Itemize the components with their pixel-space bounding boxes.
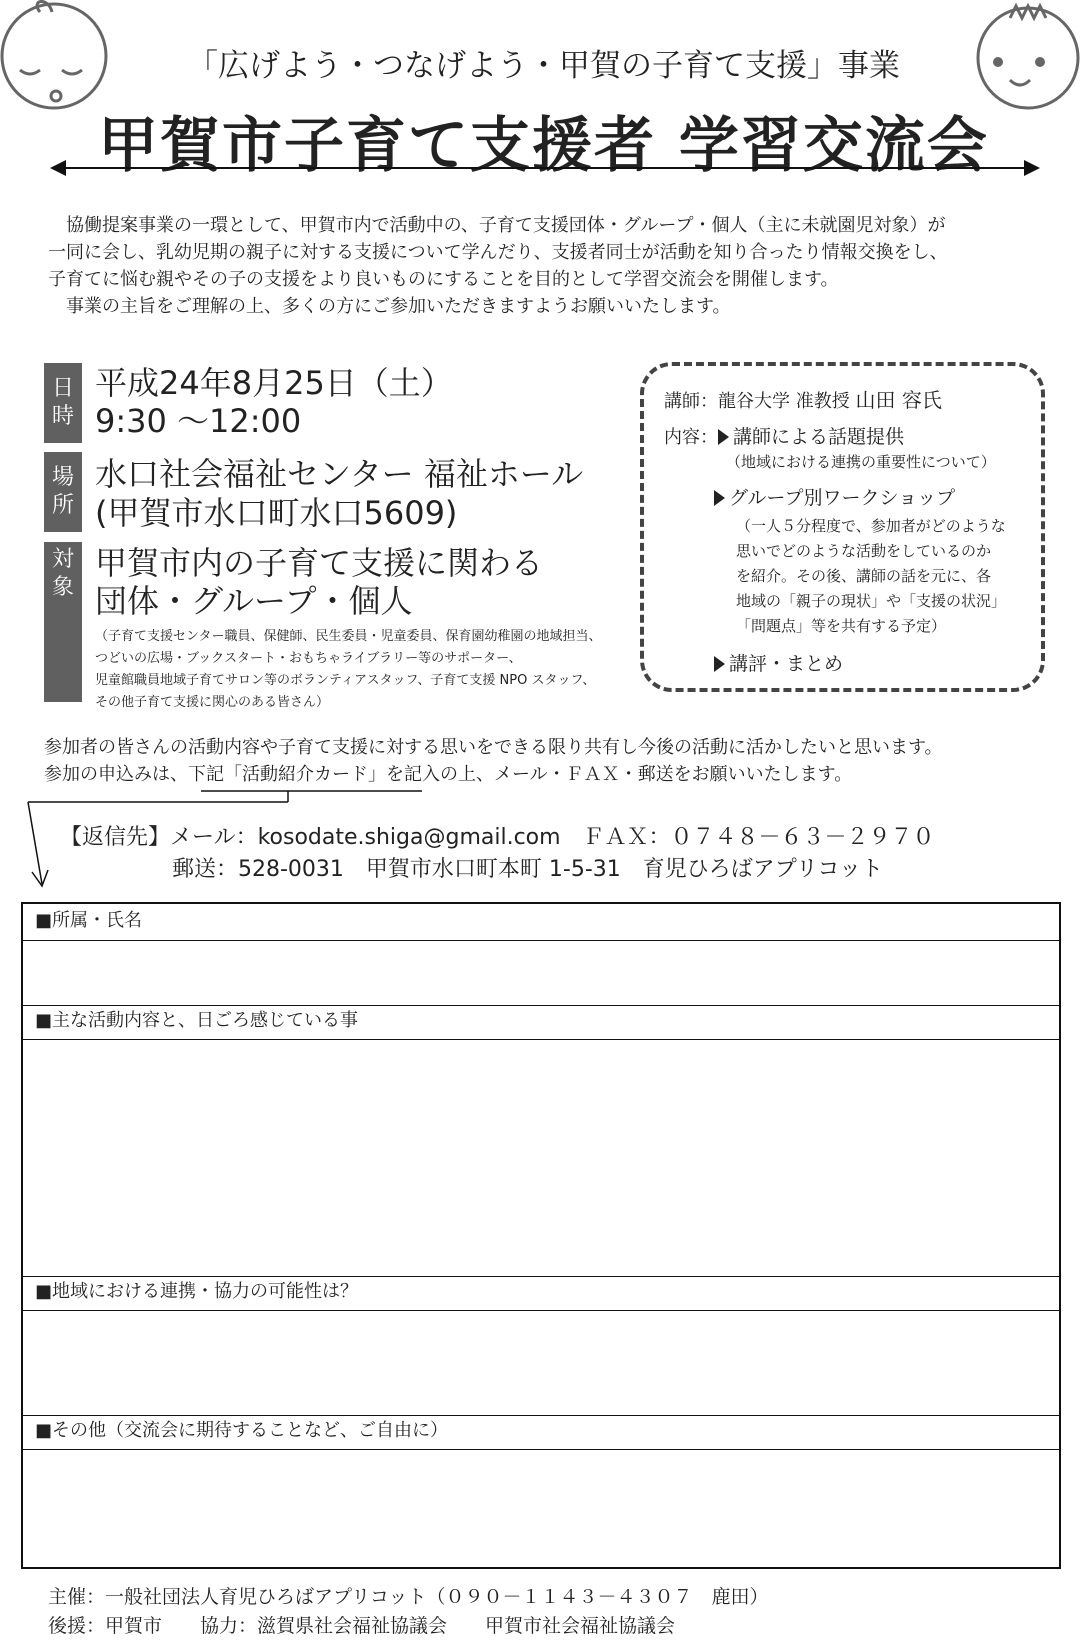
lecturer-name: 山田 容氏 — [855, 388, 942, 412]
content-line: 内容： 講師による話題提供 — [664, 426, 905, 448]
event-series-subtitle: 「広げよう・つなげよう・甲賀の子育て支援」事業 — [187, 48, 900, 84]
event-date: 平成24年8月25日（土） — [95, 364, 453, 402]
cooperation-field[interactable] — [23, 1311, 1059, 1415]
item2: グループ別ワークショップ — [714, 486, 955, 511]
other-comments-field[interactable] — [23, 1450, 1059, 1568]
form-heading: ■主な活動内容と、日ごろ感じている事 — [35, 1010, 359, 1031]
place-address: (甲賀市水口町水口5609) — [95, 494, 458, 532]
place-name: 水口社会福祉センター 福祉ホール — [95, 455, 584, 493]
target-note-line: その他子育て支援に関心のある皆さん） — [95, 695, 330, 710]
form-heading: ■その他（交流会に期待することなど、ご自由に） — [35, 1420, 449, 1441]
item3: 講評・まとめ — [714, 652, 843, 677]
intro-line: 事業の主旨をご理解の上、多くの方にご参加いただきますようお願いいたします。 — [66, 296, 731, 317]
reply-line-1: 【返信先】メール：kosodate.shiga@gmail.com ＦＡＸ：０７４８－６３－２９７０ — [60, 825, 935, 850]
item2-note: を紹介。その後、講師の話を元に、各 — [736, 567, 992, 585]
item1-note: （地域における連携の重要性について） — [726, 453, 996, 471]
target-note-line: つどいの広場・ブックスタート・おもちゃライブラリー等のサポーター、 — [95, 651, 522, 666]
intro-line: 協働提案事業の一環として、甲賀市内で活動中の、子育て支援団体・グループ・個人（主に未就園児対象）が — [66, 215, 946, 236]
support-line: 後援：甲賀市 協力：滋賀県社会福祉協議会 甲賀市社会福祉協議会 — [48, 1615, 676, 1637]
target-note — [95, 626, 635, 714]
activity-content-field[interactable] — [23, 1040, 1059, 1276]
triangle-bullet-icon — [714, 656, 725, 672]
reply-line-2: 郵送：528-0031 甲賀市水口町本町 1-5-31 育児ひろばアプリコット — [172, 857, 884, 882]
item2-note: 思いでどのような活動をしているのか — [736, 542, 992, 560]
target-note-line: 児童館職員地域子育てサロン等のボランティアスタッフ、子育て支援 NPO スタッフ、 — [95, 673, 596, 688]
organizer-line: 主催：一般社団法人育児ひろばアプリコット（０９０－１１４３－４３０７ 鹿田） — [48, 1586, 769, 1608]
activity-card-form — [21, 902, 1061, 1569]
double-arrow-rule — [50, 158, 1040, 178]
target-note-line: （子育て支援センター職員、保健師、民生委員・児童委員、保育園幼稚園の地域担当、 — [95, 629, 602, 644]
intro-line: 一同に会し、乳幼児期の親子に対する支援について学んだり、支援者同士が活動を知り合ったり情報交換をし、 — [48, 242, 948, 263]
triangle-bullet-icon — [714, 490, 725, 506]
triangle-bullet-icon — [718, 429, 729, 445]
lecturer-line: 講師：龍谷大学 准教授 山田 容氏 — [664, 388, 942, 412]
page-title: 甲賀市子育て支援者 学習交流会 — [98, 111, 989, 181]
intro-line: 子育てに悩む親やその子の支援をより良いものにすることを目的として学習交流会を開催します。 — [48, 269, 839, 290]
target-line-2: 団体・グループ・個人 — [95, 582, 413, 620]
form-heading: ■所属・氏名 — [35, 910, 143, 931]
affiliation-name-field[interactable] — [23, 941, 1059, 1005]
datetime-label: 日 時 — [44, 363, 82, 443]
closing-line-1: 参加者の皆さんの活動内容や子育て支援に対する思いをできる限り共有し今後の活動に活かしたいと思います。 — [44, 737, 943, 758]
organizer-footer — [48, 1583, 768, 1641]
lecture-info-box — [640, 362, 1045, 692]
closing-line-2: 参加の申込みは、下記「活動紹介カード」を記入の上、メール・ＦＡＸ・郵送をお願いいたします。 — [44, 764, 853, 785]
item2-note: 「問題点」等を共有する予定） — [736, 617, 947, 635]
target-line-1: 甲賀市内の子育て支援に関わる — [95, 544, 544, 582]
reply-address — [60, 822, 935, 886]
place-label: 場 所 — [44, 452, 82, 532]
event-time: 9:30 〜12:00 — [95, 402, 302, 440]
item2-note: （一人５分程度で、参加者がどのような — [736, 517, 1006, 535]
form-heading: ■地域における連携・協力の可能性は？ — [35, 1281, 359, 1302]
item2-note: 地域の「親子の現状」や「支援の状況」 — [736, 592, 1007, 610]
intro-text — [48, 212, 1048, 320]
target-label: 対 象 — [44, 542, 82, 702]
